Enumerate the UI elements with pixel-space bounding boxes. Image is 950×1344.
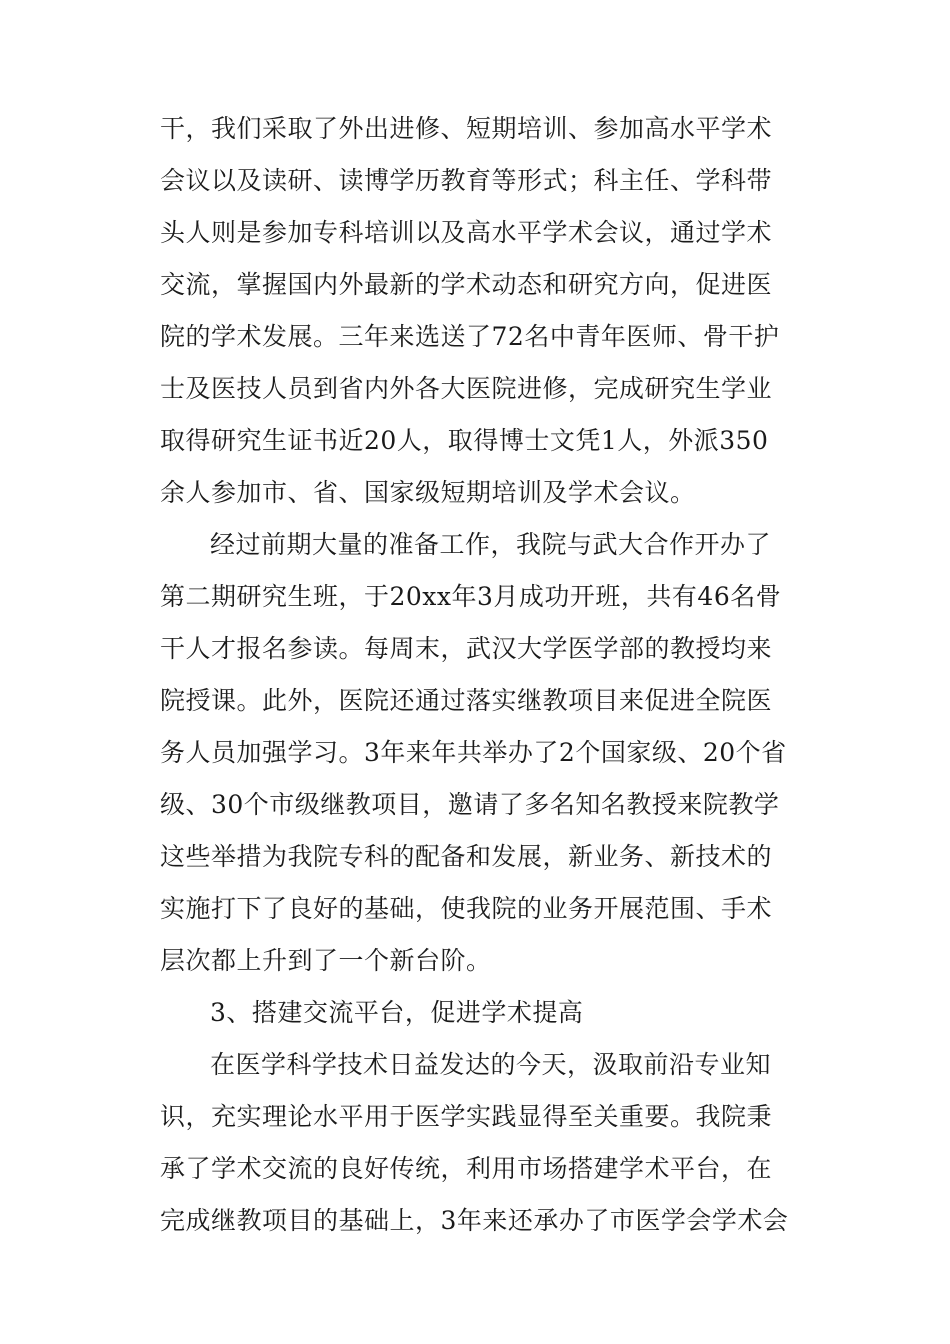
text-line: 完成继教项目的基础上，3年来还承办了市医学会学术会 [160,1206,789,1235]
text-line: 这些举措为我院专科的配备和发展，新业务、新技术的 [160,842,773,871]
paragraph-first-line: 在医学科学技术日益发达的今天，汲取前沿专业知 [210,1050,772,1079]
paragraph-first-line: 经过前期大量的准备工作，我院与武大合作开办了 [210,530,772,559]
text-line: 干，我们采取了外出进修、短期培训、参加高水平学术 [160,114,773,143]
text-line: 会议以及读研、读博学历教育等形式；科主任、学科带 [160,166,773,195]
text-line: 层次都上升到了一个新台阶。 [160,946,492,975]
text-line: 承了学术交流的良好传统，利用市场搭建学术平台，在 [160,1154,773,1183]
text-line: 士及医技人员到省内外各大医院进修，完成研究生学业 [160,374,773,403]
text-line: 余人参加市、省、国家级短期培训及学术会议。 [160,478,696,507]
text-line: 院的学术发展。三年来选送了72名中青年医师、骨干护 [160,322,780,351]
text-line: 务人员加强学习。3年来年共举办了2个国家级、20个省 [160,738,787,767]
text-line: 院授课。此外，医院还通过落实继教项目来促进全院医 [160,686,773,715]
text-line: 第二期研究生班，于20xx年3月成功开班，共有46名骨 [160,582,782,611]
text-line: 取得研究生证书近20人，取得博士文凭1人，外派350 [160,426,769,455]
text-line: 干人才报名参读。每周末，武汉大学医学部的教授均来 [160,634,773,663]
text-line: 识，充实理论水平用于医学实践显得至关重要。我院秉 [160,1102,773,1131]
section-heading: 3、搭建交流平台，促进学术提高 [210,998,584,1027]
text-line: 交流，掌握国内外最新的学术动态和研究方向，促进医 [160,270,773,299]
text-line: 头人则是参加专科培训以及高水平学术会议，通过学术 [160,218,773,247]
text-line: 级、30个市级继教项目，邀请了多名知名教授来院教学 [160,790,780,819]
text-line: 实施打下了良好的基础，使我院的业务开展范围、手术 [160,894,773,923]
